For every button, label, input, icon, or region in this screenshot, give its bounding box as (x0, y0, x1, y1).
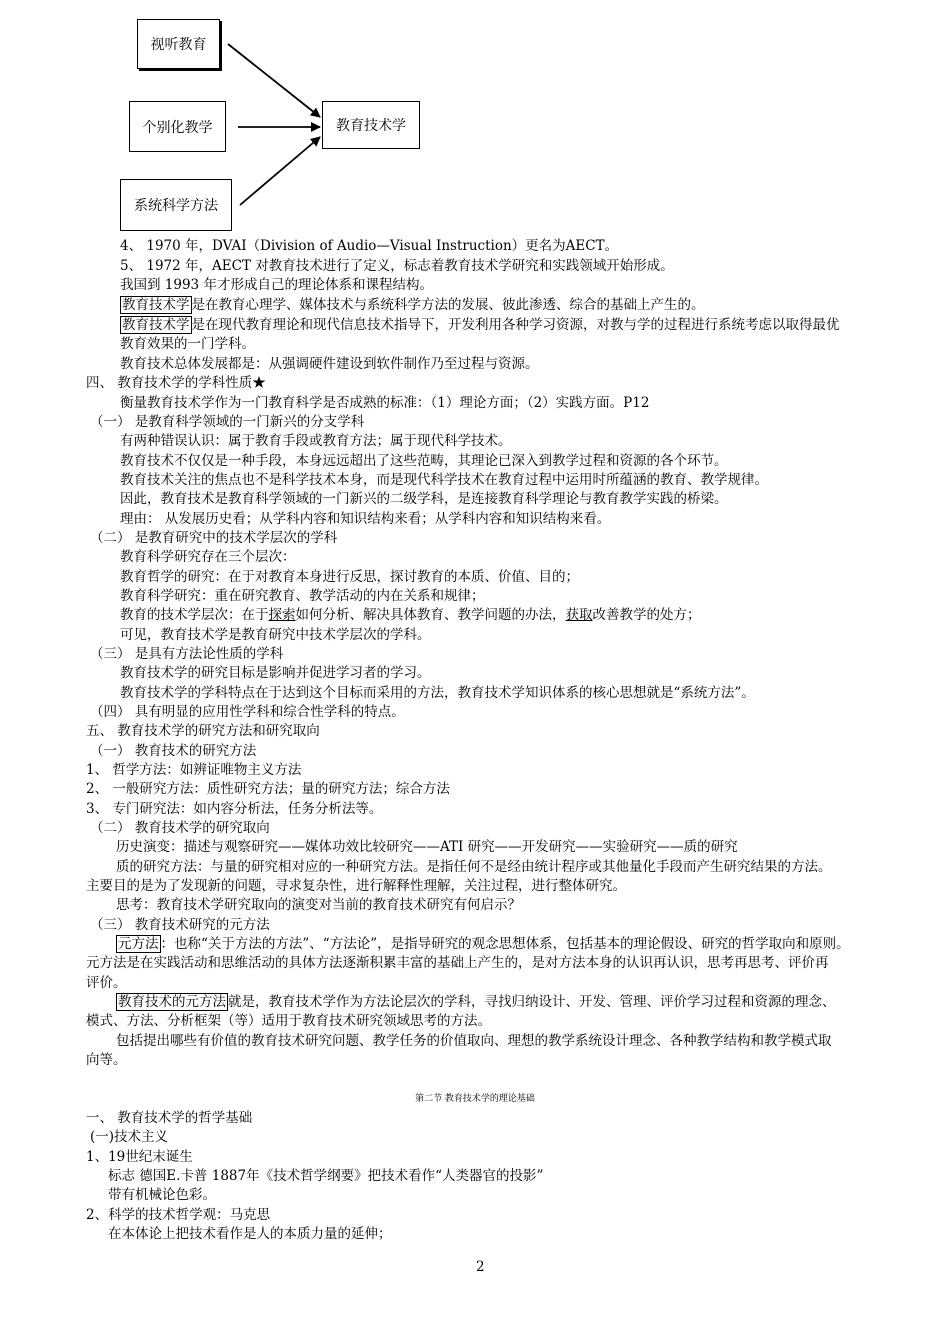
text-span: 就是，教育技术学作为方法论层次的学科，寻找归纳设计、开发、管理、评价学习过程和资源的理念、 (228, 994, 836, 1010)
text-line: 5、 1972 年，AECT 对教育技术进行了定义，标志着教育技术学研究和实践领域开始形成。 (120, 258, 674, 274)
box-educational-technology: 教育技术学 (322, 101, 420, 149)
underlined-word: 获取 (565, 607, 593, 623)
subsection-heading: (一)技术主义 (90, 1129, 169, 1145)
text-line: 1、 哲学方法：如辨证唯物主义方法 (86, 762, 302, 778)
text-span: 如何分析、解决具体教育、教学问题的办法， (295, 607, 566, 623)
text-line: 教育技术总体发展都是：从强调硬件建设到软件制作乃至过程与资源。 (120, 356, 539, 372)
text-line: 教育技术学的研究目标是影响并促进学习者的学习。 (120, 665, 431, 681)
text-line: 带有机械论色彩。 (108, 1187, 216, 1203)
section-heading: 四、 教育技术学的学科性质★ (86, 375, 266, 391)
text-line: 教育效果的一门学科。 (120, 336, 255, 352)
text-line: 向等。 (86, 1052, 127, 1068)
text-line: 2、科学的技术哲学观：马克思 (86, 1207, 271, 1223)
boxed-term: 教育技术学 (122, 317, 190, 333)
text-line: 教育科学研究存在三个层次： (120, 549, 296, 565)
text-line: 教育技术不仅仅是一种手段，本身远远超出了这些范畴，其理论已深入到教学过程和资源的各个环节。 (120, 453, 728, 469)
text-line (116, 993, 836, 1012)
underlined-word: 探索 (268, 607, 296, 623)
boxed-term: 教育技术的元方法 (118, 994, 226, 1010)
boxed-term: 元方法 (118, 936, 159, 952)
text-line: 3、 专门研究法：如内容分析法，任务分析法等。 (86, 801, 383, 817)
subsection-heading: （三） 教育技术研究的元方法 (90, 917, 270, 933)
text-line: 有两种错误认识：属于教育手段或教育方法；属于现代科学技术。 (120, 433, 512, 449)
text-line: 我国到 1993 年才形成自己的理论体系和课程结构。 (120, 277, 433, 293)
text-line (120, 606, 701, 625)
text-line (120, 316, 840, 335)
text-line: 历史演变：描述与观察研究——媒体功效比较研究——ATI 研究——开发研究——实验研究——质的研究 (116, 839, 738, 855)
text-line: 1、19世纪末诞生 (86, 1149, 193, 1165)
text-line: 模式、方法、分析框架（等）适用于教育技术研究领域思考的方法。 (86, 1013, 491, 1029)
text-span: 教育的技术学层次：在于 (120, 607, 269, 623)
text-line: 思考：教育技术学研究取向的演变对当前的教育技术研究有何启示？ (116, 897, 521, 913)
text-line (116, 935, 850, 954)
text-line: 质的研究方法：与量的研究相对应的一种研究方法。是指任何不是经由统计程序或其他量化手段而产生研究结果的方法。 (116, 859, 832, 875)
text-line: 教育技术学的学科特点在于达到这个目标而采用的方法，教育技术学知识体系的核心思想就是“系统方法”。 (120, 685, 755, 701)
text-line: 评价。 (86, 975, 127, 991)
text-line: 可见，教育技术学是教育研究中技术学层次的学科。 (120, 627, 431, 643)
arrow-systems (240, 137, 320, 205)
text-line: 理由： 从发展历史看；从学科内容和知识结构来看；从学科内容和知识结构来看。 (120, 511, 611, 527)
subsection-heading: （三） 是具有方法论性质的学科 (90, 646, 284, 662)
text-line (120, 296, 705, 315)
arrow-audiovisual (228, 44, 320, 117)
section-heading: 一、 教育技术学的哲学基础 (86, 1110, 253, 1126)
text-line: 在本体论上把技术看作是人的本质力量的延伸； (108, 1226, 392, 1242)
subsection-heading: （二） 是教育研究中的技术学层次的学科 (90, 530, 338, 546)
text-span: 改善教学的处方； (592, 607, 701, 623)
text-line: 教育技术关注的焦点也不是科学技术本身，而是现代科学技术在教育过程中运用时所蕴涵的教育、教学规律。 (120, 472, 768, 488)
box-systems-science-method: 系统科学方法 (120, 179, 232, 231)
box-individualized-instruction: 个别化教学 (129, 101, 226, 152)
text-line: 教育科学研究：重在研究教育、教学活动的内在关系和规律； (120, 588, 485, 604)
text-line: 教育哲学的研究：在于对教育本身进行反思，探讨教育的本质、价值、目的； (120, 569, 579, 585)
subsection-heading: （一） 教育技术的研究方法 (90, 743, 257, 759)
subsection-heading: （二） 教育技术学的研究取向 (90, 820, 270, 836)
text-line: 衡量教育技术学作为一门教育科学是否成熟的标准：（1）理论方面；（2）实践方面。P12 (120, 395, 650, 411)
text-line: 标志 德国E.卡普 1887年《技术哲学纲要》把技术看作“人类器官的投影” (108, 1168, 544, 1184)
boxed-term: 教育技术学 (122, 297, 190, 313)
text-line: 元方法是在实践活动和思维活动的具体方法逐渐积累丰富的基础上产生的，是对方法本身的认识再认识，思考再思考、评价再 (86, 955, 829, 971)
text-span: 是在现代教育理论和现代信息技术指导下，开发利用各种学习资源，对教与学的过程进行系统考虑以取得最优 (191, 317, 840, 333)
subsection-heading: （四） 具有明显的应用性学科和综合性学科的特点。 (90, 704, 405, 720)
subsection-heading: （一） 是教育科学领域的一门新兴的分支学科 (90, 414, 365, 430)
text-line: 因此，教育技术是教育科学领域的一门新兴的二级学科，是连接教育科学理论与教育教学实践的桥梁。 (120, 491, 728, 507)
text-line: 4、 1970 年，DVAI（Division of Audio—Visual Instruction）更名为AECT。 (120, 238, 619, 254)
text-line: 主要目的是为了发现新的问题，寻求复杂性，进行解释性理解，关注过程，进行整体研究。 (86, 878, 626, 894)
page-number: 2 (476, 1259, 485, 1275)
section-title: 第二节 教育技术学的理论基础 (415, 1094, 535, 1104)
section-heading: 五、 教育技术学的研究方法和研究取向 (86, 723, 320, 739)
text-line: 2、 一般研究方法：质性研究方法；量的研究方法；综合方法 (86, 781, 450, 797)
box-audiovisual-education: 视听教育 (137, 19, 220, 69)
text-span: 是在教育心理学、媒体技术与系统科学方法的发展、彼此渗透、综合的基础上产生的。 (191, 297, 705, 313)
text-line: 包括提出哪些有价值的教育技术研究问题、教学任务的价值取向、理想的教学系统设计理念、各种教学结构和教学模式取 (116, 1033, 832, 1049)
text-span: ：也称“关于方法的方法”、“方法论”，是指导研究的观念思想体系，包括基本的理论假设、研究的哲学取向和原则。 (160, 936, 850, 952)
